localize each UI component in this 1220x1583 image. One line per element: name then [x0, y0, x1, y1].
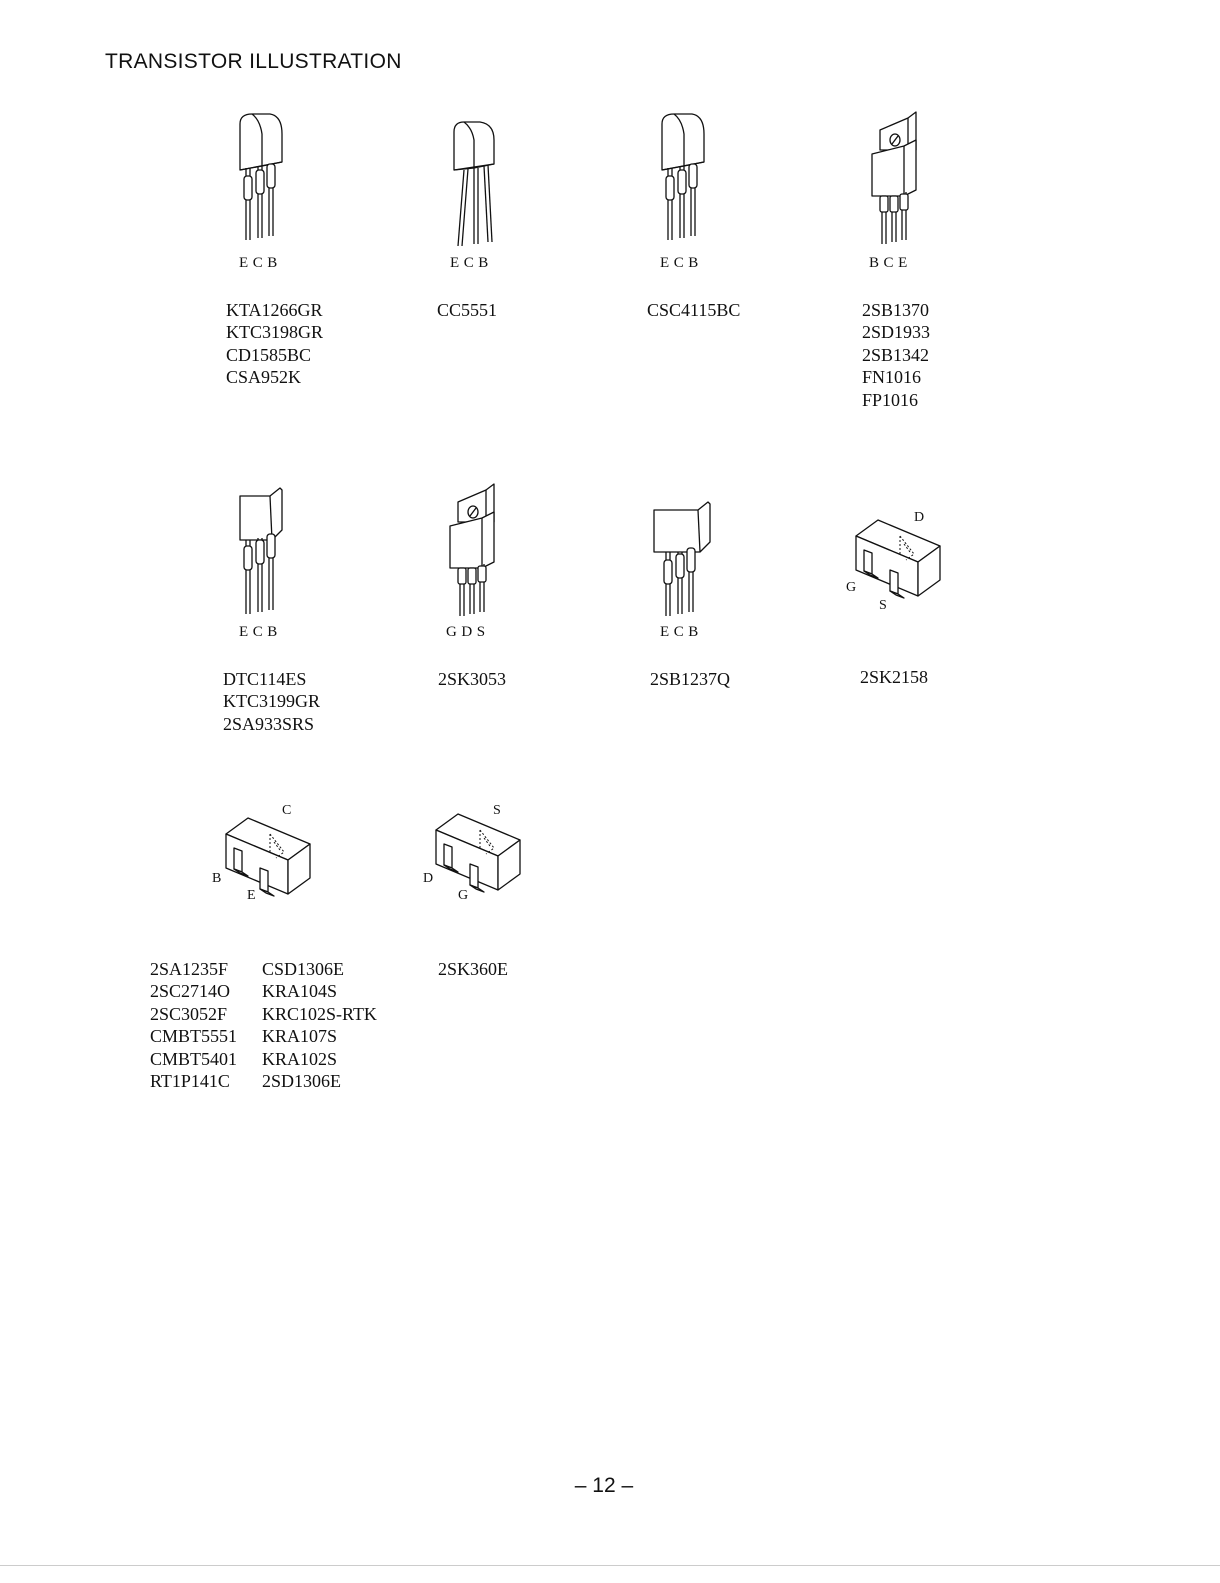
pin-label: C	[282, 803, 292, 818]
part-number: 2SC2714O	[150, 981, 231, 1002]
part-number-list	[438, 668, 506, 690]
part-number: KTC3199GR	[223, 691, 321, 712]
part-number: DTC114ES	[223, 669, 307, 689]
part-number: CSC4115BC	[647, 300, 741, 320]
part-number: 2SK3053	[438, 669, 507, 689]
pin-label: D	[914, 510, 925, 525]
part-number: KRA102S	[262, 1048, 338, 1069]
to220-transistor-illustration	[448, 482, 502, 622]
part-number-list	[862, 299, 930, 411]
part-number-list	[437, 299, 497, 321]
part-number: CC5551	[437, 300, 498, 320]
pin-order-label: E C B	[239, 624, 278, 640]
part-number: 2SB1237Q	[650, 669, 731, 689]
sot23-transistor-illustration	[218, 812, 314, 908]
part-number: KTA1266GR	[226, 300, 323, 320]
sot23-fet-illustration	[848, 514, 944, 610]
part-number: 2SK2158	[860, 667, 929, 687]
part-number: 2SA933SRS	[223, 713, 315, 734]
pin-label: D	[423, 871, 434, 886]
pin-label: G	[458, 888, 469, 903]
part-number-list	[438, 958, 508, 980]
part-number: KTC3198GR	[226, 322, 324, 343]
part-number-list	[860, 666, 928, 688]
part-number: KRC102S-RTK	[262, 1003, 377, 1024]
pin-label: B	[212, 871, 222, 886]
part-number: 2SD1306E	[262, 1071, 342, 1092]
pin-order-label: E C B	[660, 255, 699, 271]
part-number: KRA104S	[262, 981, 338, 1002]
to92-splayed-transistor-illustration	[450, 118, 500, 250]
part-number: KRA107S	[262, 1026, 338, 1047]
part-number: CSA952K	[226, 367, 302, 388]
pin-label: E	[247, 888, 256, 903]
part-number: CMBT5551	[150, 1026, 238, 1047]
part-number-list	[226, 299, 323, 389]
part-number-list	[647, 299, 740, 321]
to220-transistor-illustration	[870, 110, 924, 250]
part-number: 2SB1342	[862, 344, 930, 365]
to92-transistor-illustration	[658, 110, 714, 250]
part-number: CMBT5401	[150, 1048, 238, 1069]
pin-order-label: E C B	[450, 255, 489, 271]
part-number-list	[223, 668, 320, 735]
sot23-fet-illustration	[428, 808, 524, 904]
part-number: CD1585BC	[226, 344, 312, 365]
pin-order-label: B C E	[869, 255, 908, 271]
part-number: 2SD1933	[862, 322, 931, 343]
part-number: FP1016	[862, 389, 919, 410]
page-title: TRANSISTOR ILLUSTRATION	[105, 50, 402, 73]
part-number: 2SC3052F	[150, 1003, 228, 1024]
to92l-transistor-illustration	[236, 484, 292, 620]
part-number-list	[262, 958, 377, 1092]
pin-order-label: E C B	[239, 255, 278, 271]
pin-order-label: E C B	[660, 624, 699, 640]
page-bottom-divider	[0, 1565, 1220, 1566]
part-number: RT1P141C	[150, 1071, 230, 1092]
pin-label: S	[879, 598, 887, 613]
page-number: – 12 –	[574, 1474, 634, 1497]
part-number-list	[650, 668, 730, 690]
part-number: FN1016	[862, 367, 922, 388]
part-number: 2SB1370	[862, 300, 930, 320]
to126-transistor-illustration	[652, 496, 716, 620]
part-number: 2SK360E	[438, 959, 509, 979]
part-number-list	[150, 958, 237, 1092]
to92-transistor-illustration	[236, 110, 292, 250]
pin-label: S	[493, 803, 501, 818]
part-number: CSD1306E	[262, 959, 345, 979]
pin-label: G	[846, 580, 857, 595]
part-number: 2SA1235F	[150, 959, 229, 979]
pin-order-label: G D S	[446, 624, 486, 640]
